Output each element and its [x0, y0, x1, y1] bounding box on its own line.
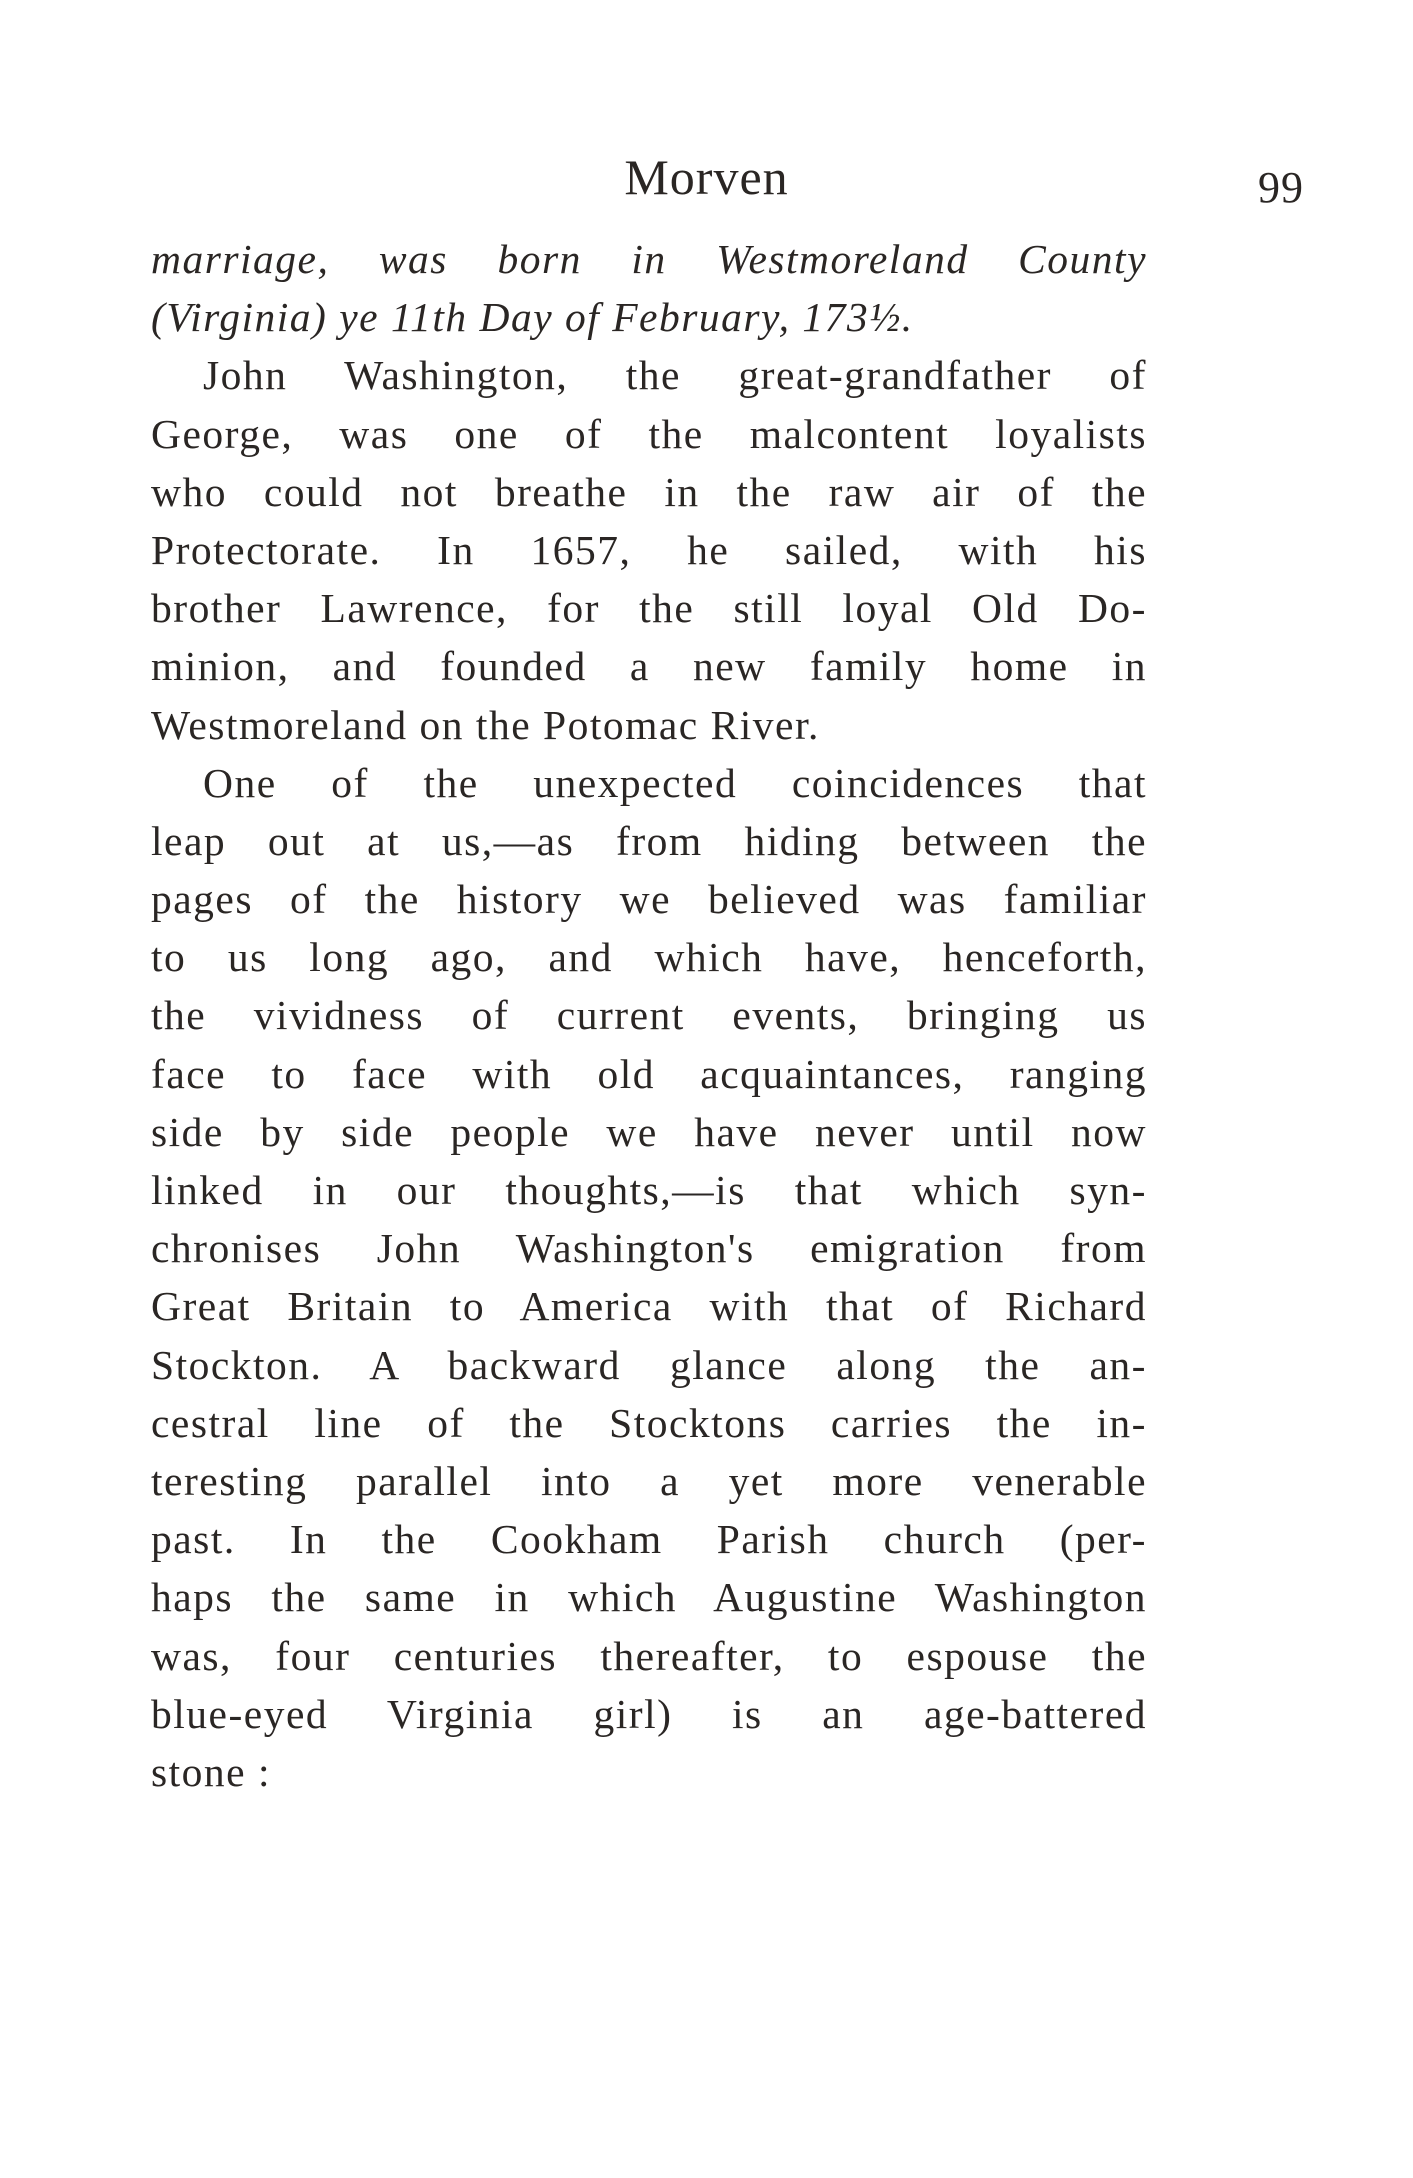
text-line: leap out at us,—as from hiding between the: [151, 817, 1147, 864]
text-line: One of the unexpected coincidences that: [203, 759, 1147, 806]
text-line: pages of the history we believed was familiar: [151, 876, 1147, 923]
text-line: teresting parallel into a yet more venerable: [151, 1457, 1147, 1504]
page-number: 99: [1258, 163, 1304, 212]
text-line: Stockton. A backward glance along the an-: [151, 1341, 1147, 1388]
text-line: brother Lawrence, for the still loyal Old Do-: [151, 585, 1147, 632]
text-line: stone :: [151, 1748, 272, 1795]
text-line: minion, and founded a new family home in: [151, 643, 1147, 690]
text-line: Protectorate. In 1657, he sailed, with his: [151, 526, 1147, 573]
text-line: to us long ago, and which have, henceforth,: [151, 934, 1147, 981]
text-line: (Virginia) ye 11th Day of February, 173½.: [151, 294, 914, 341]
text-line: linked in our thoughts,—is that which syn-: [151, 1167, 1147, 1213]
text-line: chronises John Washington's emigration from: [151, 1225, 1147, 1272]
body-text: [151, 230, 1147, 1801]
text-line: Great Britain to America with that of Richard: [151, 1283, 1147, 1330]
text-line: cestral line of the Stocktons carries the in-: [151, 1399, 1147, 1446]
text-line: Westmoreland on the Potomac River.: [151, 701, 820, 748]
text-line: blue-eyed Virginia girl) is an age-battered: [151, 1690, 1147, 1737]
text-line: George, was one of the malcontent loyalists: [151, 410, 1147, 457]
running-head: [0, 148, 1413, 212]
text-line: haps the same in which Augustine Washington: [151, 1574, 1147, 1621]
text-line: the vividness of current events, bringing us: [151, 992, 1147, 1039]
running-title: Morven: [624, 149, 789, 205]
text-line: who could not breathe in the raw air of the: [151, 468, 1147, 515]
text-line: marriage, was born in Westmoreland County: [151, 236, 1147, 282]
text-line: John Washington, the great-grandfather of: [203, 352, 1147, 399]
text-line: side by side people we have never until now: [151, 1108, 1147, 1155]
text-line: was, four centuries thereafter, to espouse the: [151, 1632, 1147, 1679]
text-line: face to face with old acquaintances, ranging: [151, 1050, 1147, 1097]
text-line: past. In the Cookham Parish church (per-: [151, 1516, 1147, 1563]
